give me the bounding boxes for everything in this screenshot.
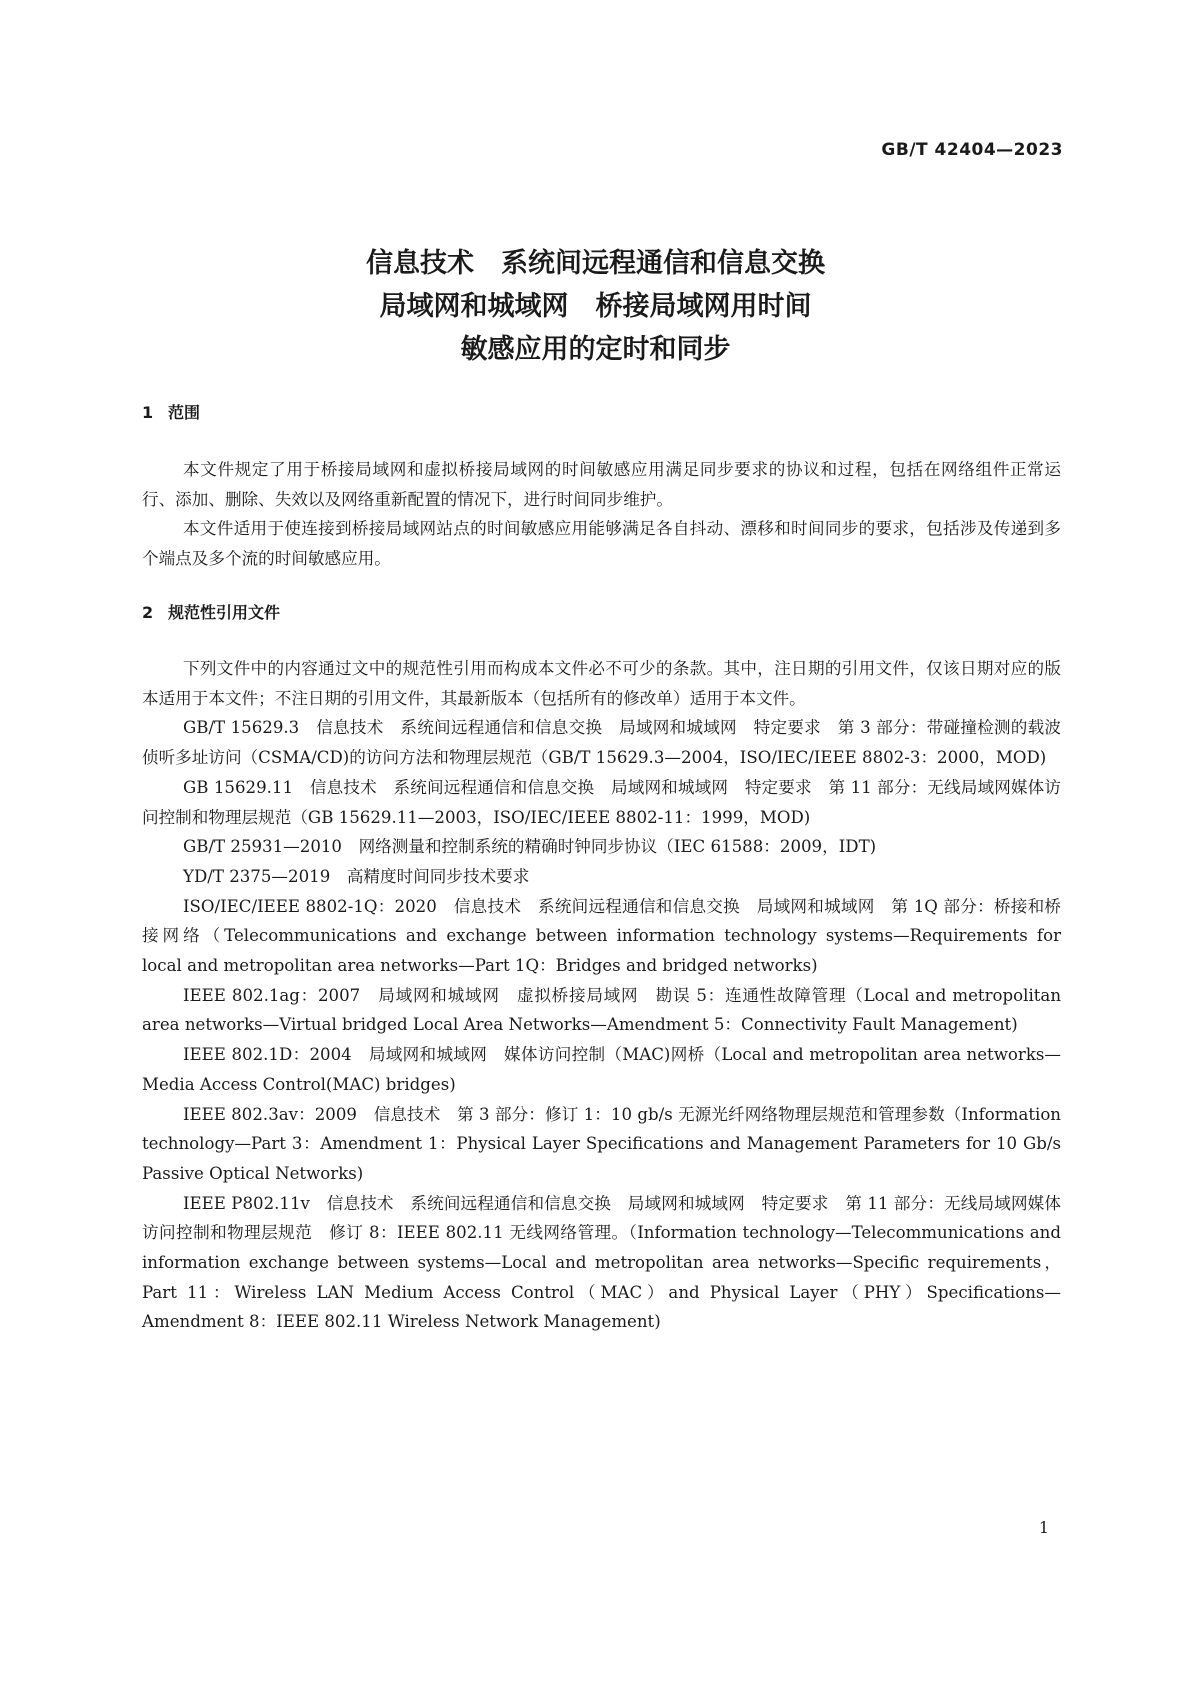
section-2-body [142, 654, 1061, 1337]
reference-item: YD/T 2375—2019 高精度时间同步技术要求 [183, 866, 530, 886]
section-1-heading [142, 400, 200, 423]
reference-item: GB/T 25931—2010 网络测量和控制系统的精确时钟同步协议（IEC 61588：2009，IDT) [183, 837, 877, 857]
title-line-1: 信息技术 系统间远程通信和信息交换 [366, 248, 825, 279]
reference-item: GB 15629.11 信息技术 系统间远程通信和信息交换 局域网和城域网 特定要求 第 11 部分：无线局域网媒体访问控制和物理层规范（GB 15629.11—2003，ISO/IEC/IEEE 8802-11：1999，MOD) [142, 777, 1061, 827]
section-2-heading [142, 600, 280, 623]
document-title [0, 242, 1191, 371]
standard-code: GB/T 42404—2023 [881, 140, 1063, 160]
reference-item: IEEE P802.11v 信息技术 系统间远程通信和信息交换 局域网和城域网 特定要求 第 11 部分：无线局域网媒体访问控制和物理层规范 修订 8：IEEE 802.11 无线网络管理。（Information technology—Telecommunications and information exchange between systems—Local and metropolitan area networks—Specific requirements，Part 11：Wireless LAN Medium Access Control（MAC）and Physical Layer（PHY）Specifications—Amendment 8：IEEE 802.11 Wireless Network Management) [142, 1193, 1061, 1332]
section-2-intro: 下列文件中的内容通过文中的规范性引用而构成本文件必不可少的条款。其中，注日期的引用文件，仅该日期对应的版本适用于本文件；不注日期的引用文件，其最新版本（包括所有的修改单）适用于本文件。 [142, 659, 1061, 708]
reference-item: IEEE 802.1ag：2007 局域网和城域网 虚拟桥接局域网 勘误 5：连通性故障管理（Local and metropolitan area networks—Virtual bridged Local Area Networks—Amendment 5：Connectivity Fault Management) [142, 985, 1061, 1035]
reference-item: ISO/IEC/IEEE 8802-1Q：2020 信息技术 系统间远程通信和信息交换 局域网和城域网 第 1Q 部分：桥接和桥接网络（Telecommunications and exchange between information technology systems—Requirements for local and metropolitan area networks—Part 1Q：Bridges and bridged networks) [142, 896, 1061, 976]
section-1-number: 1 [142, 403, 154, 422]
section-1-body [142, 455, 1061, 574]
section-2-number: 2 [142, 603, 154, 622]
page-number: 1 [1038, 1518, 1049, 1537]
section-2-title: 规范性引用文件 [168, 603, 281, 622]
section-1-paragraph-2: 本文件适用于使连接到桥接局域网站点的时间敏感应用能够满足各自抖动、漂移和时间同步的要求，包括涉及传递到多个端点及多个流的时间敏感应用。 [142, 519, 1061, 569]
reference-item: IEEE 802.3av：2009 信息技术 第 3 部分：修订 1：10 gb/s 无源光纤网络物理层规范和管理参数（Information technology—Part 3：Amendment 1：Physical Layer Specifications and Management Parameters for 10 Gb/s Passive Optical Networks) [142, 1104, 1061, 1183]
section-1-paragraph-1: 本文件规定了用于桥接局域网和虚拟桥接局域网的时间敏感应用满足同步要求的协议和过程，包括在网络组件正常运行、添加、删除、失效以及网络重新配置的情况下，进行时间同步维护。 [142, 460, 1061, 509]
title-line-3: 敏感应用的定时和同步 [460, 334, 731, 365]
reference-item: IEEE 802.1D：2004 局域网和城域网 媒体访问控制（MAC)网桥（Local and metropolitan area networks—Media Access Control(MAC) bridges) [142, 1045, 1061, 1094]
title-line-2: 局域网和城域网 桥接局域网用时间 [379, 291, 812, 322]
reference-item: GB/T 15629.3 信息技术 系统间远程通信和信息交换 局域网和城域网 特定要求 第 3 部分：带碰撞检测的载波侦听多址访问（CSMA/CD)的访问方法和物理层规范（GB/T 15629.3—2004，ISO/IEC/IEEE 8802-3：2000，MOD) [142, 718, 1061, 768]
section-1-title: 范围 [168, 403, 201, 422]
